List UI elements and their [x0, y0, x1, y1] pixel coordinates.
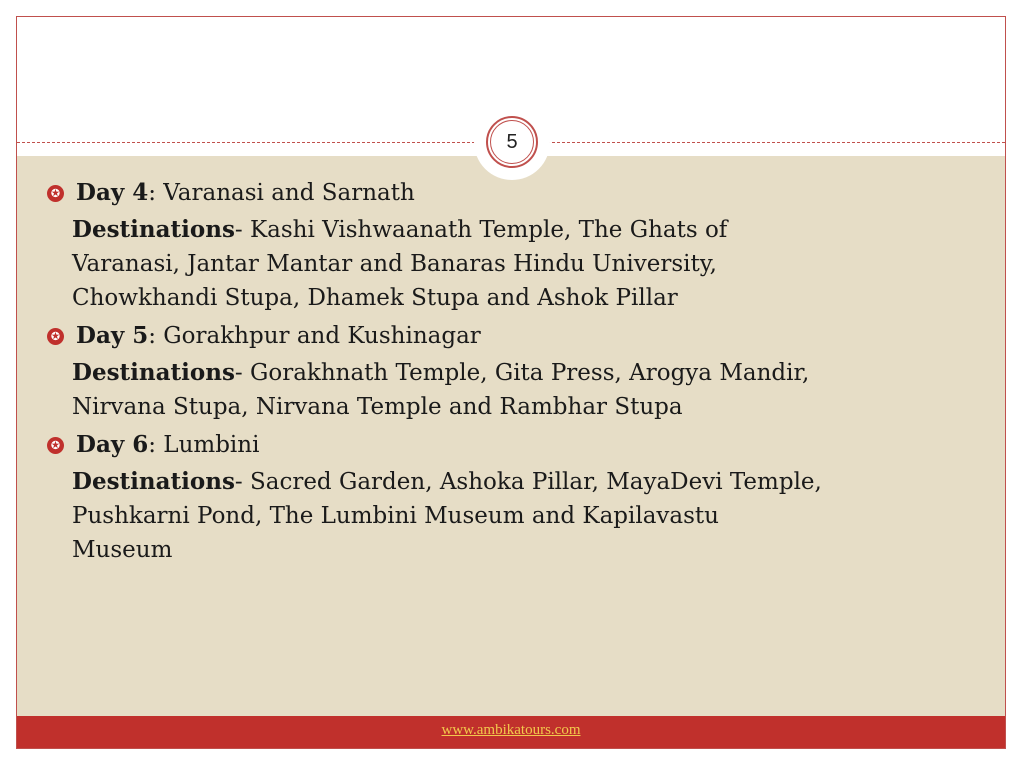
day-title: : Lumbini: [148, 432, 260, 458]
destinations-first-line: [72, 213, 977, 247]
day-item: [42, 176, 977, 210]
day-title: : Gorakhpur and Kushinagar: [148, 323, 481, 349]
destinations-text: Chowkhandi Stupa, Dhamek Stupa and Ashok Pillar: [72, 285, 678, 311]
day-item: [42, 319, 977, 353]
day-title: : Varanasi and Sarnath: [148, 180, 415, 206]
destinations-text: Museum: [72, 537, 173, 563]
destinations-text: - Kashi Vishwaanath Temple, The Ghats of: [234, 217, 728, 243]
destinations-text: Pushkarni Pond, The Lumbini Museum and Kapilavastu: [72, 503, 719, 529]
page-number: 5: [490, 120, 534, 164]
destinations-label: Destinations: [72, 468, 235, 495]
day-label: Day 6: [76, 431, 149, 458]
destinations: [42, 356, 977, 424]
website-link[interactable]: www.ambikatours.com: [441, 722, 581, 738]
star-bullet-icon: ✪: [47, 328, 64, 345]
destinations-text: - Sacred Garden, Ashoka Pillar, MayaDevi Temple,: [234, 469, 822, 495]
destinations-label: Destinations: [72, 359, 235, 386]
destinations: [42, 213, 977, 315]
day-item: [42, 428, 977, 462]
destinations-text: Varanasi, Jantar Mantar and Banaras Hindu University,: [72, 251, 717, 277]
footer-bar: [17, 716, 1005, 748]
day-label: Day 5: [76, 322, 149, 349]
destinations-label: Destinations: [72, 216, 235, 243]
destinations-text: - Gorakhnath Temple, Gita Press, Arogya Mandir,: [234, 360, 810, 386]
destinations: [42, 465, 977, 567]
destinations-first-line: [72, 356, 977, 390]
itinerary-body: [42, 176, 977, 571]
destinations-first-line: [72, 465, 977, 499]
star-bullet-icon: ✪: [47, 437, 64, 454]
day-label: Day 4: [76, 179, 149, 206]
destinations-text: Nirvana Stupa, Nirvana Temple and Rambhar Stupa: [72, 394, 683, 420]
star-bullet-icon: ✪: [47, 185, 64, 202]
